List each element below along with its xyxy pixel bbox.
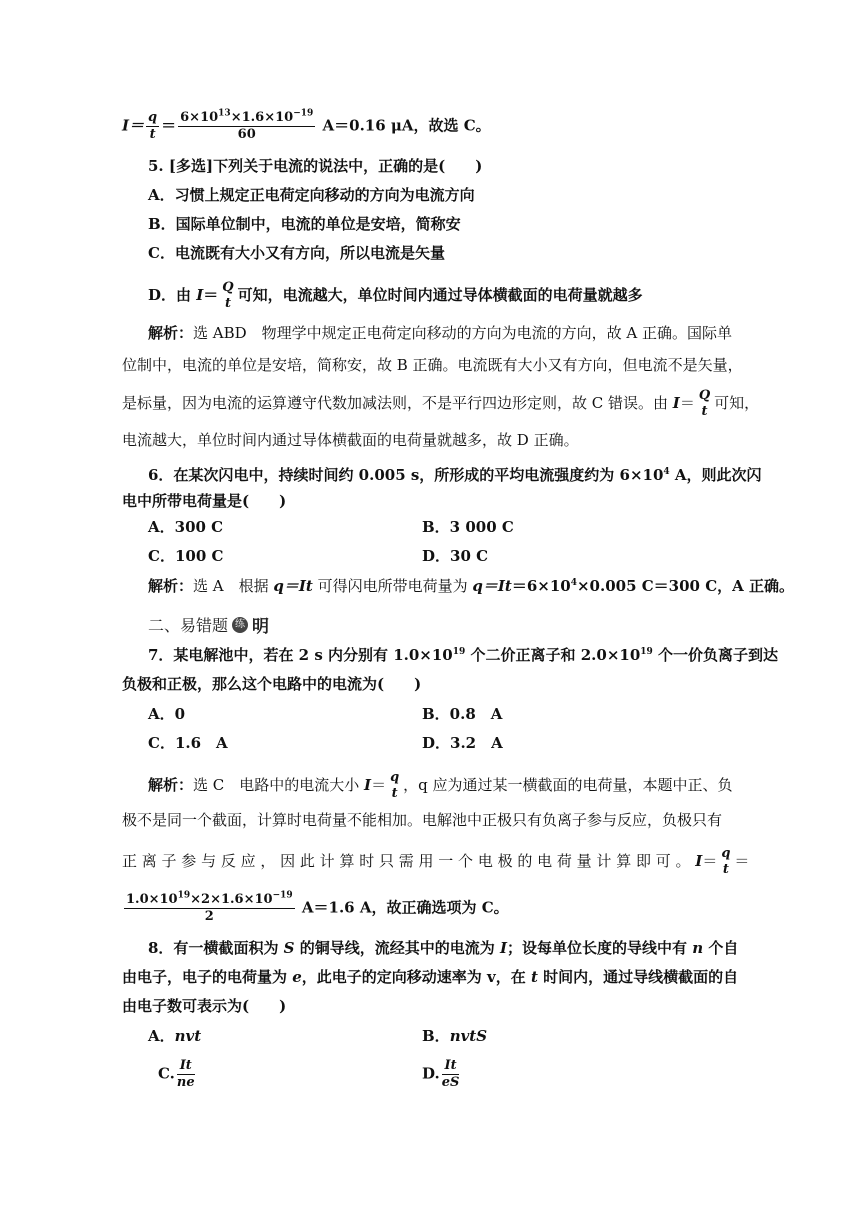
frac-num-a: 1.0×10 (126, 892, 178, 907)
q7-answer-line-3 (122, 846, 749, 878)
frac-den: t (149, 127, 156, 142)
question-text: 的铜导线，流经其中的电流为 (294, 939, 500, 957)
fraction-option (177, 1058, 195, 1091)
section-title: 二、易错题 (148, 616, 229, 635)
frac-den: t (391, 786, 398, 801)
fraction-q-t (719, 846, 732, 878)
answer-text: 可知， (714, 394, 760, 412)
question-text: 时间内，通过导线横截面的自 (537, 968, 739, 986)
formula-lhs: I＝ (122, 116, 145, 135)
fraction-q-t (220, 280, 235, 312)
q6-option-c: C．100 C (148, 547, 224, 565)
answer-text: 是标量，因为电流的运算遵守代数加减法则，不是平行四边形定则，故 C 错误。由 (122, 394, 673, 412)
symbol-i: I (499, 939, 507, 957)
answer-text: 选 A 根据 (193, 577, 274, 595)
equals: ＝ (161, 116, 177, 135)
exponent: −19 (293, 108, 314, 119)
frac-num-a: 6×10 (180, 110, 219, 125)
q7-option-d: D．3.2 A (422, 734, 503, 752)
q7-stem-line-1 (148, 645, 778, 665)
question-text: 个二价正离子和 2.0×10 (465, 646, 641, 664)
frac-num-b: ×2×1.6×10 (190, 892, 273, 907)
q5-option-d (148, 280, 643, 312)
equals: ＝ (371, 776, 387, 794)
exponent: 19 (640, 647, 653, 657)
frac-num: q (148, 110, 158, 125)
q5-option-b: B．国际单位制中，电流的单位是安培，简称安 (148, 215, 461, 233)
question-text: 个一价负离子到达 (652, 646, 779, 664)
fraction-option (442, 1058, 460, 1091)
frac-num: It (177, 1058, 195, 1075)
question-number: 5. (148, 157, 164, 175)
answer-text: 正 离 子 参 与 反 应 ， 因 此 计 算 时 只 需 用 一 个 电 极 的 电 荷 量 计 算 即 可 。 (122, 852, 696, 870)
q7-option-b: B．0.8 A (422, 705, 503, 723)
answer-text: ，q 应为通过某一横截面的电荷量，本题中正、负 (403, 776, 733, 794)
frac-den: eS (441, 1075, 460, 1090)
q7-option-a: A．0 (148, 705, 186, 723)
q5-answer-line-4: 电流越大，单位时间内通过导体横截面的电荷量就越多，故 D 正确。 (122, 431, 579, 449)
formula-tail: A＝0.16 μA，故选 C。 (317, 116, 491, 135)
symbol-n: n (692, 939, 704, 957)
option-text: 可知，电流越大，单位时间内通过导体横截面的电荷量就越多 (237, 286, 643, 304)
q8-stem-line-1 (148, 938, 738, 958)
q8-option-d (422, 1058, 461, 1091)
q5-option-a: A．习惯上规定正电荷定向移动的方向为电流方向 (148, 186, 475, 204)
q5-answer-line-3 (122, 388, 759, 420)
multi-select-tag: [多选] (168, 157, 214, 175)
symbol-s: S (283, 939, 295, 957)
q6-option-b: B．3 000 C (422, 518, 514, 536)
frac-den: 2 (204, 909, 214, 924)
section-badge-char: 明 (252, 617, 270, 637)
exponent: 4 (663, 467, 670, 477)
q5-option-c: C．电流既有大小又有方向，所以电流是矢量 (148, 244, 445, 262)
question-text: ，此电子的定向移动速率为 v，在 (301, 968, 531, 986)
equals: ＝ (203, 286, 219, 304)
q8-option-a (148, 1026, 201, 1046)
answer-text: ×0.005 C＝300 C，A 正确。 (576, 577, 795, 595)
frac-num: It (442, 1058, 460, 1075)
answer-text: 选 C 电路中的电流大小 (193, 776, 365, 794)
fraction-q-t (697, 388, 712, 420)
option-label: D. (422, 1064, 440, 1083)
frac-den: ne (176, 1075, 195, 1090)
frac-num: Q (222, 280, 234, 295)
frac-num: Q (698, 388, 711, 403)
section-heading (148, 612, 269, 637)
equals: ＝ (702, 852, 718, 870)
symbol-i: I (196, 286, 204, 304)
question-text: 8．有一横截面积为 (148, 939, 284, 957)
symbol-i: I (672, 394, 680, 412)
option-label: C. (158, 1064, 175, 1083)
top-formula (122, 110, 491, 143)
question-text: 7．某电解池中，若在 2 s 内分别有 1.0×10 (148, 646, 453, 664)
exponent: 13 (218, 108, 231, 119)
formula: q＝It (273, 577, 313, 595)
q6-stem-line-2: 电中所带电荷量是( ) (122, 492, 287, 510)
question-text: 6．在某次闪电中，持续时间约 0.005 s，所形成的平均电流强度约为 6×10 (148, 466, 664, 484)
formula: q＝It (472, 577, 512, 595)
exponent: −19 (272, 890, 293, 901)
question-text: ；设每单位长度的导线中有 (507, 939, 693, 957)
option-label: A． (148, 1027, 175, 1045)
frac-num-b: ×1.6×10 (230, 110, 294, 125)
answer-label: 解析： (148, 577, 194, 595)
q6-option-d: D．30 C (422, 547, 489, 565)
q7-answer-line-1 (148, 770, 733, 802)
q5-stem (148, 156, 482, 176)
frac-num: q (390, 770, 400, 785)
option-value: nvtS (449, 1027, 488, 1045)
question-text: A，则此次闪 (669, 466, 762, 484)
answer-text: A＝1.6 A，故正确选项为 C。 (296, 898, 509, 917)
q8-stem-line-3: 由电子数可表示为( ) (122, 997, 287, 1015)
frac-den: t (224, 296, 231, 311)
frac-den: t (701, 404, 708, 419)
q6-option-a: A．300 C (148, 518, 224, 536)
symbol-i: I (695, 852, 703, 870)
frac-den: 60 (237, 127, 256, 142)
option-label: D．由 (148, 286, 197, 304)
answer-label: 解析： (148, 324, 194, 342)
fraction-q-t (388, 770, 401, 802)
symbol-i: I (364, 776, 372, 794)
section-badge-icon: 练 (232, 617, 248, 633)
exponent: 19 (452, 647, 466, 657)
symbol-t: t (530, 968, 538, 986)
fraction-value (178, 110, 315, 143)
q5-answer-line-1 (148, 323, 732, 343)
question-text: 下列关于电流的说法中，正确的是( ) (213, 157, 483, 175)
question-text: 由电子，电子的电荷量为 (122, 968, 293, 986)
q7-stem-line-2: 负极和正极，那么这个电路中的电流为( ) (122, 675, 422, 693)
q5-answer-line-2: 位制中，电流的单位是安培，简称安，故 B 正确。电流既有大小又有方向，但电流不是矢量， (122, 356, 743, 374)
q8-option-c (158, 1058, 197, 1091)
exponent: 4 (570, 578, 577, 588)
fraction-q-t (146, 110, 159, 143)
q7-option-c: C．1.6 A (148, 734, 228, 752)
answer-label: 解析： (148, 776, 194, 794)
q6-stem-line-1 (148, 465, 762, 485)
equals: ＝ (734, 852, 750, 870)
frac-den: t (722, 862, 729, 877)
answer-text: 选 ABD 物理学中规定正电荷定向移动的方向为电流的方向，故 A 正确。国际单 (193, 324, 733, 342)
frac-num: q (721, 846, 731, 861)
q7-answer-line-4 (122, 892, 509, 925)
q8-option-b (422, 1026, 487, 1046)
fraction-value (124, 892, 295, 925)
answer-text: ＝6×10 (511, 577, 571, 595)
option-value: nvt (174, 1027, 202, 1045)
exponent: 19 (177, 890, 191, 901)
q8-stem-line-2 (122, 967, 738, 987)
symbol-e: e (292, 968, 302, 986)
q6-answer (148, 576, 794, 596)
answer-text: 可得闪电所带电荷量为 (312, 577, 473, 595)
equals: ＝ (679, 394, 695, 412)
option-label: B． (422, 1027, 450, 1045)
q7-answer-line-2: 极不是同一个截面，计算时电荷量不能相加。电解池中正极只有负离子参与反应，负极只有 (122, 811, 723, 829)
question-text: 个自 (703, 939, 739, 957)
